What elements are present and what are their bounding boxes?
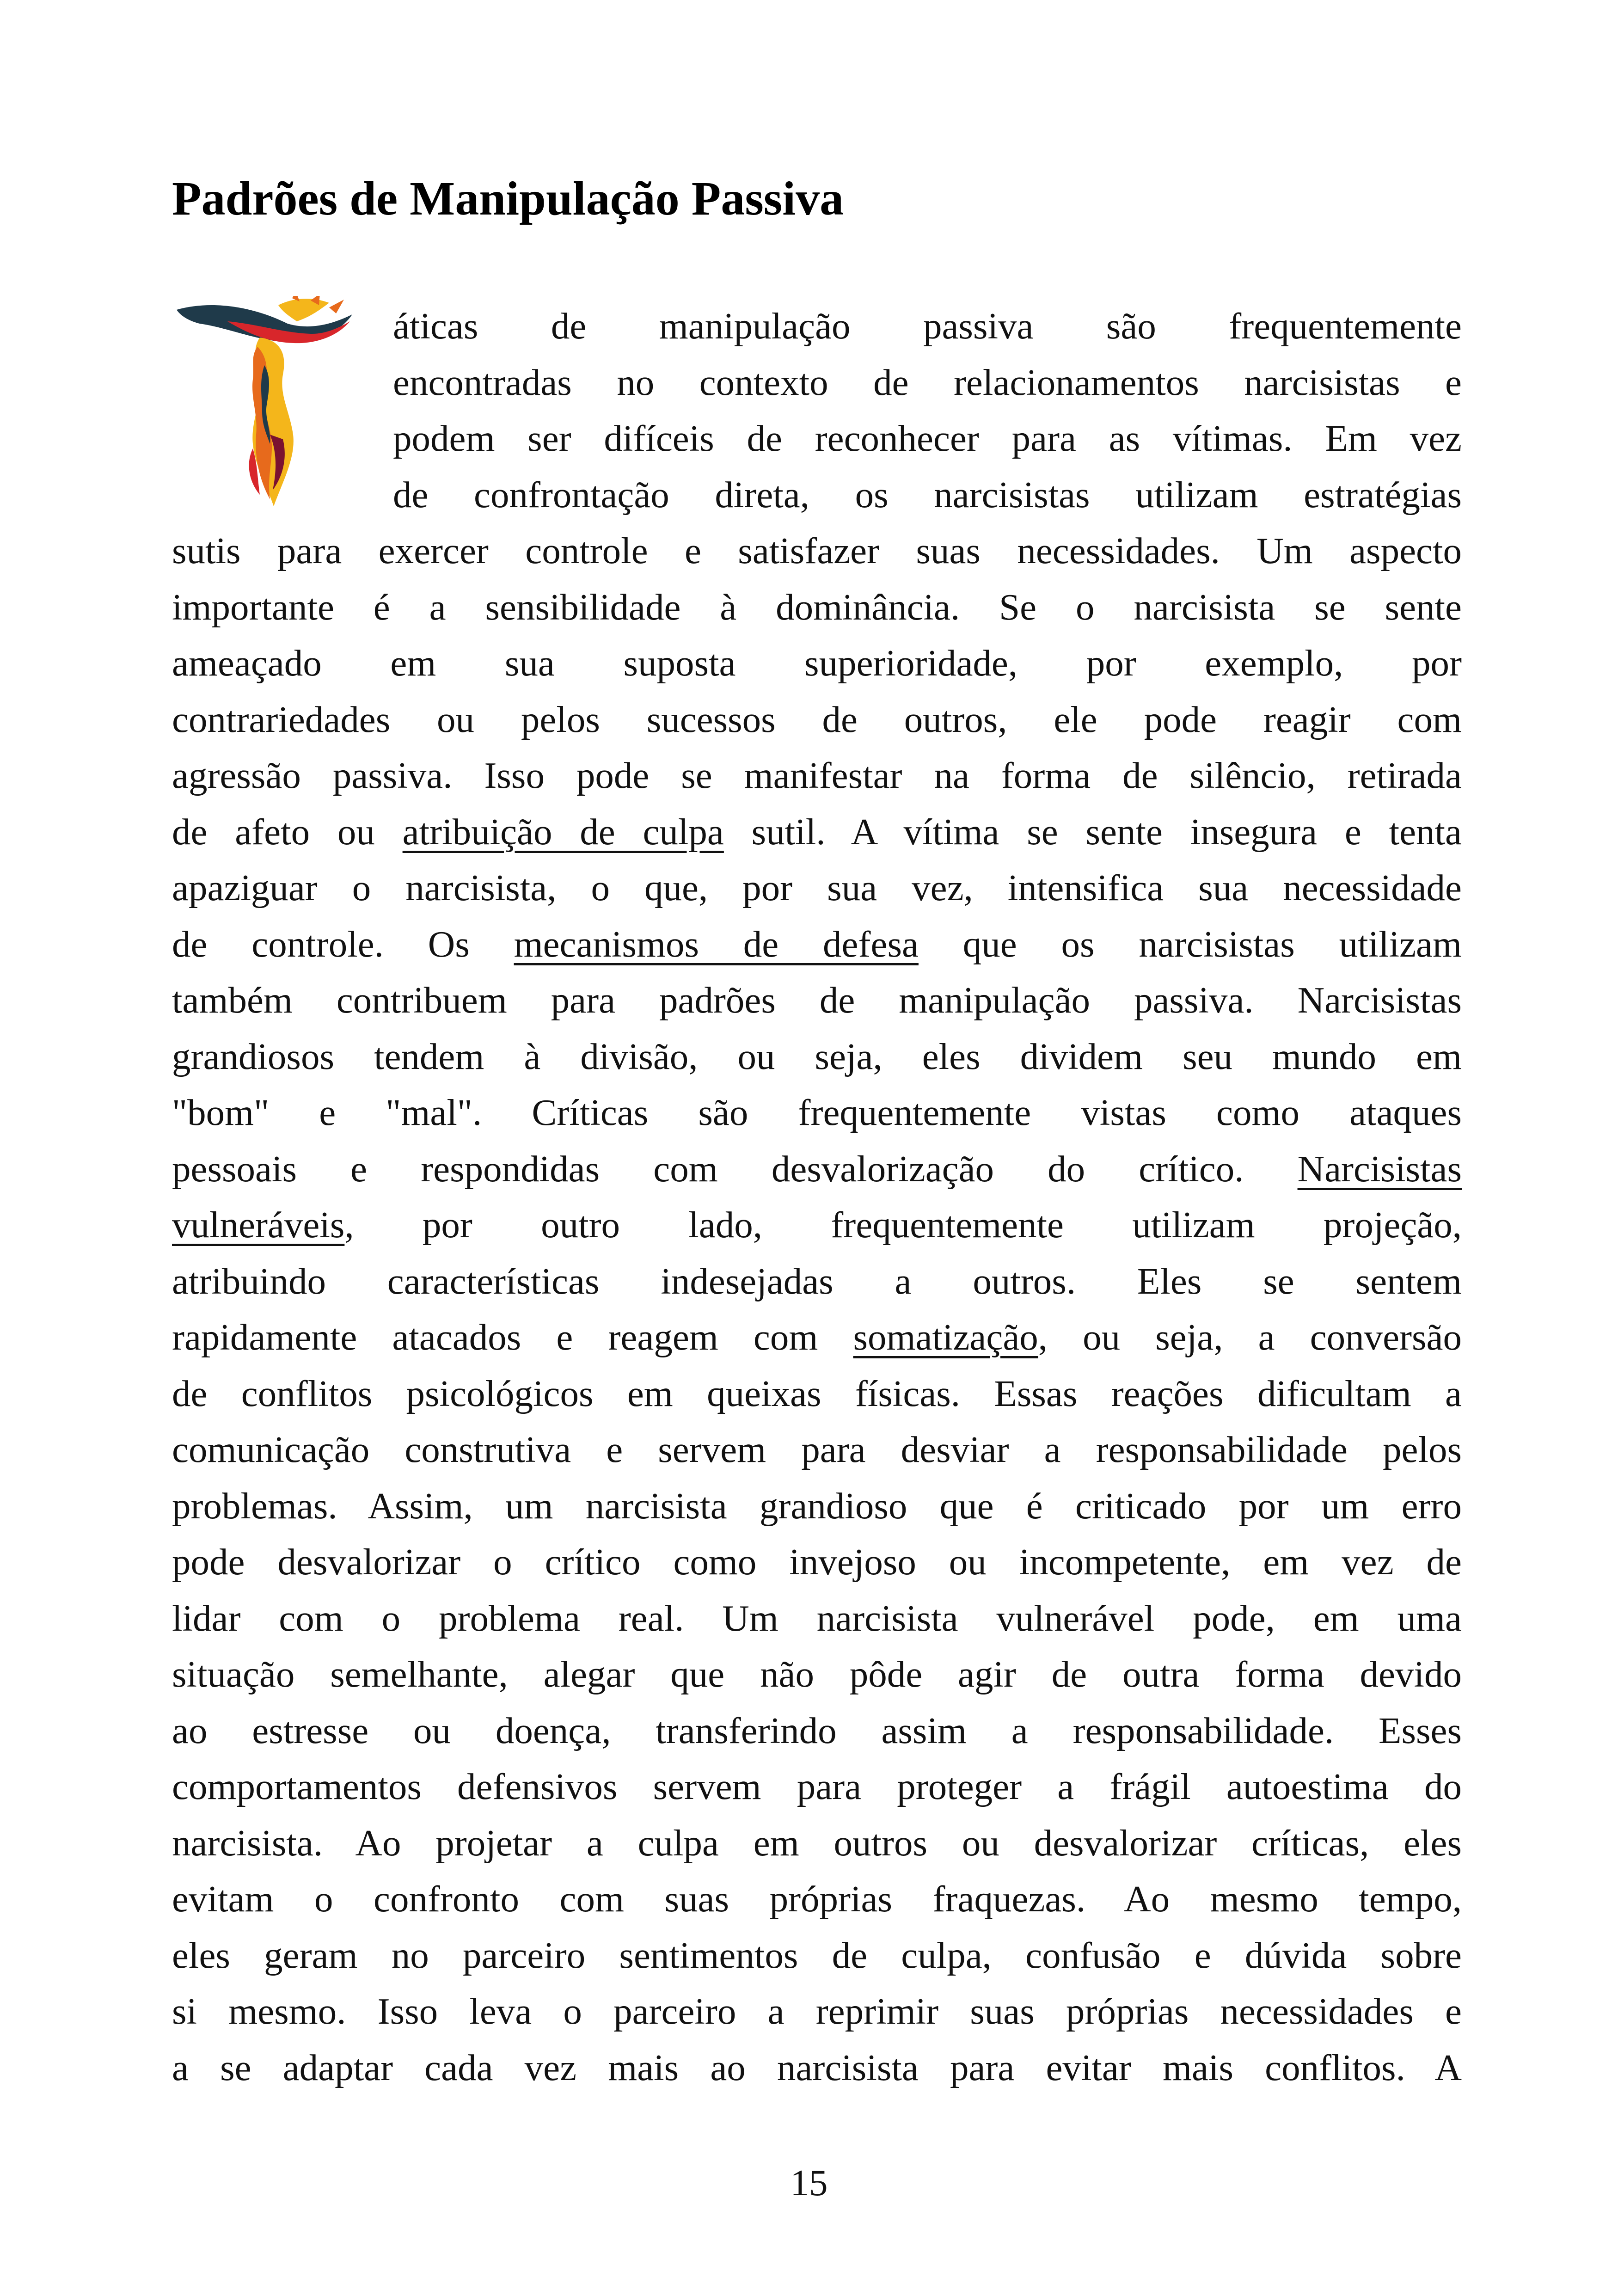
text-line: a se adaptar cada vez mais ao narcisista para evitar mais conflitos. A xyxy=(172,2046,1462,2088)
text-segment: , ou seja, a conversão xyxy=(1038,1316,1462,1358)
text-line: de conflitos psicológicos em queixas físicas. Essas reações dificultam a xyxy=(172,1372,1462,1414)
text-line: de confrontação direta, os narcisistas utilizam estratégias xyxy=(393,473,1462,516)
text-segment: de afeto ou xyxy=(172,810,403,853)
text-line: comportamentos defensivos servem para proteger a frágil autoestima do xyxy=(172,1766,1462,1807)
text-line xyxy=(172,1197,1462,1253)
chapter-title: Padrões de Manipulação Passiva xyxy=(172,172,844,225)
text-line: situação semelhante, alegar que não pôde agir de outra forma devido xyxy=(172,1653,1462,1695)
text-line: importante é a sensibilidade à dominância. Se o narcisista se sente xyxy=(172,586,1462,628)
text-line: áticas de manipulação passiva são frequentemente xyxy=(393,305,1462,347)
text-line xyxy=(172,916,1462,973)
text-line: também contribuem para padrões de manipulação passiva. Narcisistas xyxy=(172,979,1462,1021)
text-line xyxy=(172,1309,1462,1366)
text-line: ameaçado em sua suposta superioridade, por exemplo, por xyxy=(172,642,1462,684)
text-line: sutis para exercer controle e satisfazer suas necessidades. Um aspecto xyxy=(172,530,1462,571)
text-segment: rapidamente atacados e reagem com xyxy=(172,1316,853,1358)
text-line: comunicação construtiva e servem para desviar a responsabilidade pelos xyxy=(172,1429,1462,1470)
text-line: ao estresse ou doença, transferindo assim a responsabilidade. Esses xyxy=(172,1709,1462,1751)
text-line: agressão passiva. Isso pode se manifestar na forma de silêncio, retirada xyxy=(172,755,1462,796)
underlined-link[interactable]: somatização xyxy=(853,1316,1038,1358)
underlined-link[interactable]: Narcisistas xyxy=(1297,1148,1462,1190)
underlined-link[interactable]: atribuição de culpa xyxy=(402,810,724,853)
text-line: evitam o confronto com suas próprias fraquezas. Ao mesmo tempo, xyxy=(172,1878,1462,1920)
body-paragraph xyxy=(172,298,1462,2096)
text-line xyxy=(172,804,1462,860)
text-line: encontradas no contexto de relacionamentos narcisistas e xyxy=(393,361,1462,403)
text-line xyxy=(172,1141,1462,1197)
text-line: narcisista. Ao projetar a culpa em outros ou desvalorizar críticas, eles xyxy=(172,1822,1462,1864)
text-segment: , por outro lado, frequentemente utilizam projeção, xyxy=(344,1204,1462,1246)
text-segment: que os narcisistas utilizam xyxy=(918,923,1462,965)
text-line: apaziguar o narcisista, o que, por sua vez, intensifica sua necessidade xyxy=(172,867,1462,909)
text-segment: pessoais e respondidas com desvalorização do crítico. xyxy=(172,1148,1298,1190)
text-segment: sutil. A vítima se sente insegura e tenta xyxy=(723,810,1462,853)
text-line: problemas. Assim, um narcisista grandioso que é criticado por um erro xyxy=(172,1485,1462,1527)
text-line: si mesmo. Isso leva o parceiro a reprimir suas próprias necessidades e xyxy=(172,1990,1462,2032)
text-line: pode desvalorizar o crítico como invejoso ou incompetente, em vez de xyxy=(172,1541,1462,1583)
text-line: atribuindo características indesejadas a outros. Eles se sentem xyxy=(172,1260,1462,1302)
text-line: "bom" e "mal". Críticas são frequentemente vistas como ataques xyxy=(172,1092,1462,1133)
underlined-link[interactable]: mecanismos de defesa xyxy=(514,923,919,965)
text-line: grandiosos tendem à divisão, ou seja, eles dividem seu mundo em xyxy=(172,1035,1462,1077)
text-line: podem ser difíceis de reconhecer para as vítimas. Em vez xyxy=(393,417,1462,459)
text-line: eles geram no parceiro sentimentos de culpa, confusão e dúvida sobre xyxy=(172,1934,1462,1976)
text-line: lidar com o problema real. Um narcisista vulnerável pode, em uma xyxy=(172,1597,1462,1639)
underlined-link[interactable]: vulneráveis xyxy=(172,1204,345,1246)
page-number: 15 xyxy=(790,2162,828,2204)
text-line: contrariedades ou pelos sucessos de outros, ele pode reagir com xyxy=(172,698,1462,740)
text-segment: de controle. Os xyxy=(172,923,514,965)
